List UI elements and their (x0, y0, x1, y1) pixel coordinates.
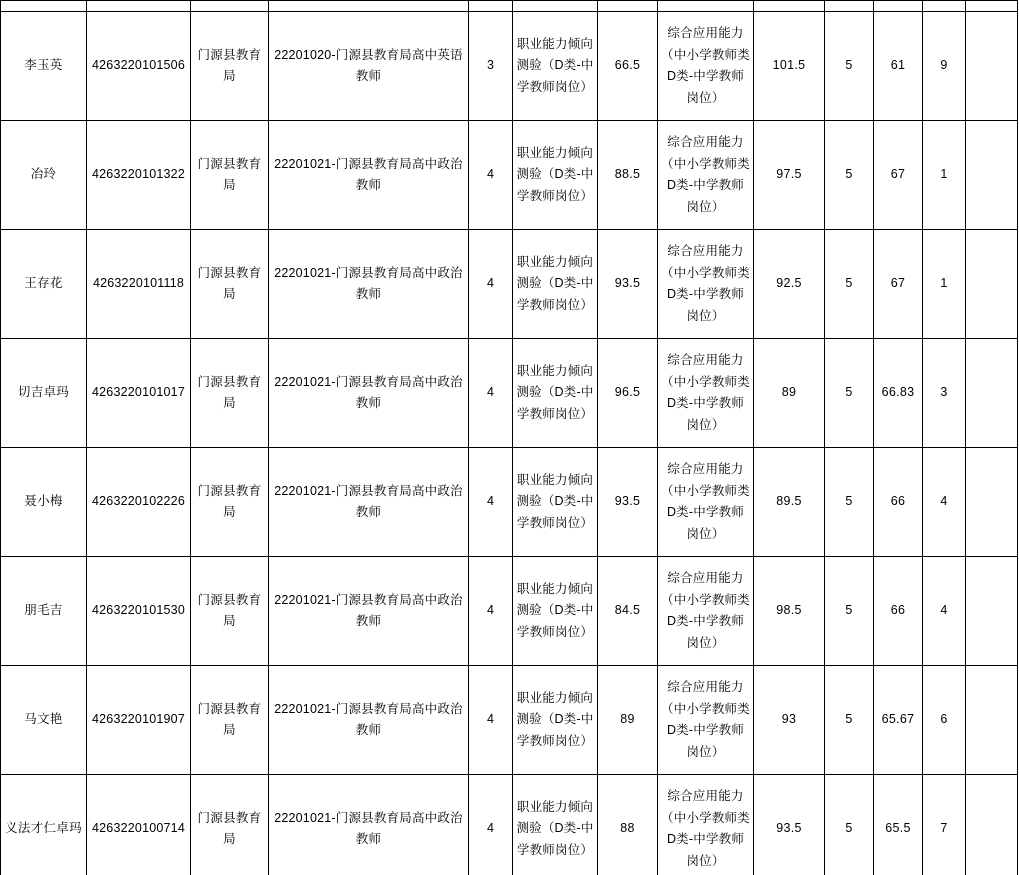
cell-subject1: 职业能力倾向测验（D类-中学教师岗位） (513, 448, 598, 557)
cell-subject2: 综合应用能力（中小学教师类D类-中学教师岗位） (658, 12, 754, 121)
cell-exam-id: 4263220101530 (87, 557, 191, 666)
cell-plan: 4 (469, 775, 513, 875)
cell-plan: 4 (469, 666, 513, 775)
cell-remark (966, 775, 1018, 875)
table-row (1, 230, 1018, 339)
cell-remark (966, 12, 1018, 121)
cell-remark (966, 448, 1018, 557)
table-row (1, 775, 1018, 875)
cell-rank: 9 (923, 12, 966, 121)
cell-subject2: 综合应用能力（中小学教师类D类-中学教师岗位） (658, 666, 754, 775)
cell-score2: 89 (754, 339, 825, 448)
cell-subject2: 综合应用能力（中小学教师类D类-中学教师岗位） (658, 775, 754, 875)
cell-unit: 门源县教育局 (191, 666, 269, 775)
cell-total: 65.67 (874, 666, 923, 775)
cell-exam-id: 4263220101907 (87, 666, 191, 775)
cell-subject2: 综合应用能力（中小学教师类D类-中学教师岗位） (658, 339, 754, 448)
cell-score1: 96.5 (598, 339, 658, 448)
cell-weight: 5 (825, 448, 874, 557)
cell-exam-id: 4263220101017 (87, 339, 191, 448)
table-row (1, 557, 1018, 666)
cell-remark (966, 230, 1018, 339)
cell-rank: 6 (923, 666, 966, 775)
cell-score2: 92.5 (754, 230, 825, 339)
cell-post: 22201021-门源县教育局高中政治教师 (269, 339, 469, 448)
table-row (1, 121, 1018, 230)
cell-score1: 66.5 (598, 12, 658, 121)
cell-name: 马文艳 (1, 666, 87, 775)
cell-subject1: 职业能力倾向测验（D类-中学教师岗位） (513, 12, 598, 121)
cell-unit: 门源县教育局 (191, 339, 269, 448)
cell-weight: 5 (825, 557, 874, 666)
cell-score2: 97.5 (754, 121, 825, 230)
cell-partial (825, 1, 874, 12)
cell-total: 61 (874, 12, 923, 121)
cell-score2: 98.5 (754, 557, 825, 666)
cell-weight: 5 (825, 230, 874, 339)
cell-partial (87, 1, 191, 12)
cell-plan: 4 (469, 557, 513, 666)
cell-post: 22201021-门源县教育局高中政治教师 (269, 557, 469, 666)
cell-name: 朋毛吉 (1, 557, 87, 666)
cell-rank: 1 (923, 230, 966, 339)
cell-post: 22201020-门源县教育局高中英语教师 (269, 12, 469, 121)
cell-weight: 5 (825, 339, 874, 448)
cell-total: 65.5 (874, 775, 923, 875)
table-body (1, 1, 1018, 875)
table-row-partial-top (1, 1, 1018, 12)
cell-partial (658, 1, 754, 12)
cell-subject1: 职业能力倾向测验（D类-中学教师岗位） (513, 121, 598, 230)
cell-rank: 3 (923, 339, 966, 448)
cell-score2: 89.5 (754, 448, 825, 557)
cell-partial (754, 1, 825, 12)
cell-score2: 101.5 (754, 12, 825, 121)
cell-score1: 89 (598, 666, 658, 775)
cell-post: 22201021-门源县教育局高中政治教师 (269, 666, 469, 775)
table-row (1, 12, 1018, 121)
cell-exam-id: 4263220100714 (87, 775, 191, 875)
cell-total: 66.83 (874, 339, 923, 448)
cell-partial (598, 1, 658, 12)
cell-partial (513, 1, 598, 12)
cell-score1: 93.5 (598, 448, 658, 557)
cell-rank: 1 (923, 121, 966, 230)
cell-unit: 门源县教育局 (191, 230, 269, 339)
cell-weight: 5 (825, 12, 874, 121)
cell-partial (966, 1, 1018, 12)
cell-weight: 5 (825, 121, 874, 230)
cell-total: 67 (874, 230, 923, 339)
cell-subject1: 职业能力倾向测验（D类-中学教师岗位） (513, 666, 598, 775)
cell-remark (966, 121, 1018, 230)
cell-plan: 4 (469, 339, 513, 448)
cell-remark (966, 339, 1018, 448)
cell-total: 66 (874, 557, 923, 666)
cell-post: 22201021-门源县教育局高中政治教师 (269, 448, 469, 557)
cell-partial (874, 1, 923, 12)
cell-score2: 93.5 (754, 775, 825, 875)
cell-name: 王存花 (1, 230, 87, 339)
cell-rank: 4 (923, 557, 966, 666)
cell-rank: 4 (923, 448, 966, 557)
cell-name: 聂小梅 (1, 448, 87, 557)
cell-plan: 4 (469, 448, 513, 557)
cell-unit: 门源县教育局 (191, 557, 269, 666)
cell-name: 冶玲 (1, 121, 87, 230)
cell-subject2: 综合应用能力（中小学教师类D类-中学教师岗位） (658, 448, 754, 557)
cell-score1: 84.5 (598, 557, 658, 666)
cell-weight: 5 (825, 775, 874, 875)
cell-remark (966, 557, 1018, 666)
cell-partial (1, 1, 87, 12)
cell-unit: 门源县教育局 (191, 12, 269, 121)
cell-subject2: 综合应用能力（中小学教师类D类-中学教师岗位） (658, 230, 754, 339)
cell-plan: 4 (469, 121, 513, 230)
cell-name: 切吉卓玛 (1, 339, 87, 448)
cell-post: 22201021-门源县教育局高中政治教师 (269, 230, 469, 339)
cell-name: 义法才仁卓玛 (1, 775, 87, 875)
cell-subject2: 综合应用能力（中小学教师类D类-中学教师岗位） (658, 121, 754, 230)
cell-rank: 7 (923, 775, 966, 875)
table-row (1, 339, 1018, 448)
cell-partial (191, 1, 269, 12)
table-row (1, 448, 1018, 557)
cell-exam-id: 4263220101506 (87, 12, 191, 121)
cell-subject1: 职业能力倾向测验（D类-中学教师岗位） (513, 557, 598, 666)
cell-post: 22201021-门源县教育局高中政治教师 (269, 775, 469, 875)
cell-unit: 门源县教育局 (191, 775, 269, 875)
cell-post: 22201021-门源县教育局高中政治教师 (269, 121, 469, 230)
cell-partial (923, 1, 966, 12)
cell-score1: 88 (598, 775, 658, 875)
cell-total: 66 (874, 448, 923, 557)
cell-name: 李玉英 (1, 12, 87, 121)
cell-exam-id: 4263220101322 (87, 121, 191, 230)
cell-plan: 4 (469, 230, 513, 339)
cell-exam-id: 4263220101118 (87, 230, 191, 339)
cell-subject1: 职业能力倾向测验（D类-中学教师岗位） (513, 775, 598, 875)
cell-partial (269, 1, 469, 12)
table-row (1, 666, 1018, 775)
cell-plan: 3 (469, 12, 513, 121)
cell-score1: 88.5 (598, 121, 658, 230)
cell-weight: 5 (825, 666, 874, 775)
cell-total: 67 (874, 121, 923, 230)
cell-unit: 门源县教育局 (191, 121, 269, 230)
cell-score2: 93 (754, 666, 825, 775)
cell-subject1: 职业能力倾向测验（D类-中学教师岗位） (513, 230, 598, 339)
cell-score1: 93.5 (598, 230, 658, 339)
cell-unit: 门源县教育局 (191, 448, 269, 557)
cell-subject1: 职业能力倾向测验（D类-中学教师岗位） (513, 339, 598, 448)
cell-partial (469, 1, 513, 12)
cell-subject2: 综合应用能力（中小学教师类D类-中学教师岗位） (658, 557, 754, 666)
cell-exam-id: 4263220102226 (87, 448, 191, 557)
cell-remark (966, 666, 1018, 775)
